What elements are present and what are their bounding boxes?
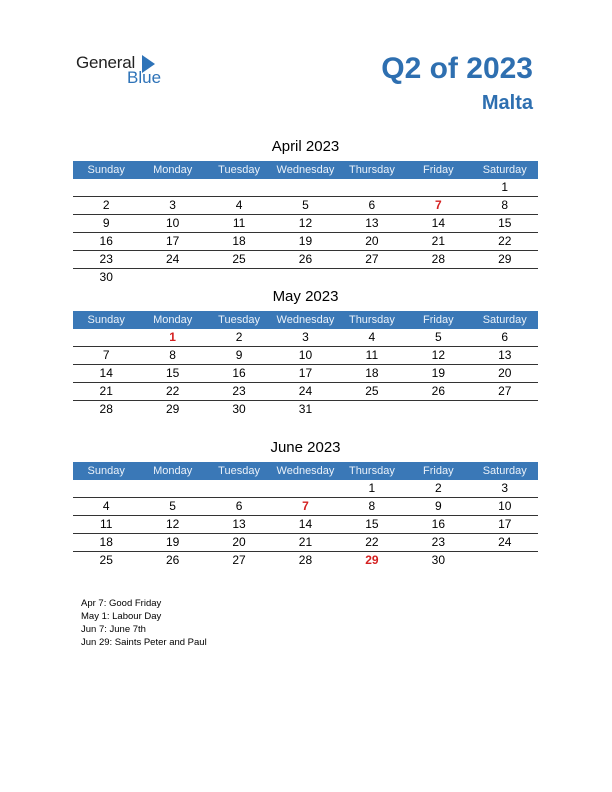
day-cell: 30 <box>99 270 113 284</box>
day-cell: 4 <box>102 499 110 513</box>
day-cell: 31 <box>298 402 313 416</box>
weekday-label: Friday <box>423 314 454 326</box>
day-cell: 8 <box>368 499 376 513</box>
day-cell <box>405 401 471 418</box>
holiday-note: Jun 7: June 7th <box>81 624 146 635</box>
day-cell: 27 <box>365 252 379 266</box>
weekday-label: Monday <box>153 465 193 477</box>
logo-general: General <box>76 53 136 72</box>
day-cell: 16 <box>232 366 246 380</box>
day-cell: 5 <box>169 499 176 513</box>
weekday-label: Wednesday <box>276 314 335 326</box>
day-cell: 24 <box>498 535 512 549</box>
day-cell <box>405 269 471 286</box>
day-cell: 2 <box>434 481 442 495</box>
day-cell: 7 <box>302 499 309 513</box>
week-row <box>73 552 538 569</box>
weekday-label: Tuesday <box>218 465 260 477</box>
holiday-note: Jun 29: Saints Peter and Paul <box>81 637 207 648</box>
day-cell: 1 <box>368 481 376 495</box>
week-row <box>73 534 538 552</box>
day-cell: 25 <box>365 384 379 398</box>
weekday-header <box>73 311 538 329</box>
day-cell: 27 <box>232 553 246 567</box>
day-cell: 5 <box>302 198 309 212</box>
week-row <box>73 197 538 215</box>
day-cell: 18 <box>232 234 246 248</box>
day-cell: 9 <box>434 499 442 513</box>
weekday-label: Thursday <box>348 314 395 326</box>
day-cell <box>206 480 272 497</box>
day-cell <box>139 480 205 497</box>
weekday-label: Tuesday <box>218 314 260 326</box>
day-cell: 22 <box>165 384 180 398</box>
month-name: May 2023 <box>272 288 339 305</box>
month-name: June 2023 <box>270 439 341 456</box>
weekday-label: Friday <box>423 164 454 176</box>
month-calendar <box>73 437 538 569</box>
page-title: Q2 of 2023 <box>381 52 533 85</box>
day-cell: 10 <box>298 348 313 362</box>
day-cell: 22 <box>498 234 512 248</box>
day-cell: 11 <box>365 348 379 362</box>
day-cell: 10 <box>498 499 512 513</box>
day-cell: 5 <box>434 330 442 344</box>
day-cell <box>405 179 471 196</box>
day-cell: 28 <box>431 252 445 266</box>
day-cell: 16 <box>431 517 445 531</box>
holiday-note: May 1: Labour Day <box>81 611 162 622</box>
day-cell: 29 <box>498 252 512 266</box>
week-row <box>73 516 538 534</box>
day-cell: 19 <box>165 535 180 549</box>
day-cell: 10 <box>165 216 180 230</box>
day-cell: 7 <box>434 198 442 212</box>
day-cell: 12 <box>431 348 445 362</box>
day-cell: 25 <box>99 553 113 567</box>
day-cell: 23 <box>431 535 445 549</box>
day-cell: 30 <box>431 553 445 567</box>
weekday-header <box>73 462 538 480</box>
day-cell: 20 <box>365 234 379 248</box>
week-row <box>73 498 538 516</box>
weekday-label: Sunday <box>87 314 125 326</box>
day-cell: 23 <box>99 252 113 266</box>
country-name: Malta <box>481 92 533 114</box>
day-cell: 14 <box>99 366 113 380</box>
day-cell <box>139 269 205 286</box>
weekday-label: Sunday <box>87 164 125 176</box>
day-cell: 19 <box>298 234 313 248</box>
day-cell: 1 <box>169 330 176 344</box>
day-cell: 16 <box>99 234 113 248</box>
day-cell: 26 <box>298 252 313 266</box>
day-cell: 17 <box>498 517 512 531</box>
day-cell: 13 <box>498 348 512 362</box>
weekday-header <box>73 161 538 179</box>
month-name: April 2023 <box>271 138 340 155</box>
day-cell: 20 <box>498 366 512 380</box>
day-cell: 24 <box>298 384 313 398</box>
weekday-label: Saturday <box>482 314 527 326</box>
day-cell: 17 <box>165 234 180 248</box>
week-row <box>73 251 538 269</box>
day-cell: 2 <box>235 330 243 344</box>
day-cell: 2 <box>102 198 110 212</box>
day-cell: 1 <box>501 180 509 194</box>
day-cell: 20 <box>232 535 246 549</box>
day-cell: 8 <box>501 198 509 212</box>
day-cell: 15 <box>498 216 512 230</box>
weekday-label: Thursday <box>348 164 395 176</box>
weekday-label: Wednesday <box>276 164 335 176</box>
day-cell <box>339 269 405 286</box>
day-cell: 4 <box>235 198 243 212</box>
weekday-label: Friday <box>423 465 454 477</box>
week-row <box>73 329 538 347</box>
day-cell <box>339 401 405 418</box>
day-cell <box>472 269 538 286</box>
weekday-label: Saturday <box>482 164 527 176</box>
day-cell <box>272 480 338 497</box>
day-cell: 14 <box>431 216 445 230</box>
day-cell <box>73 480 139 497</box>
day-cell: 13 <box>232 517 246 531</box>
day-cell: 23 <box>232 384 246 398</box>
day-cell: 11 <box>99 517 113 531</box>
day-cell: 28 <box>298 553 313 567</box>
day-cell <box>272 179 338 196</box>
day-cell: 21 <box>431 234 445 248</box>
day-cell: 26 <box>431 384 445 398</box>
day-cell: 25 <box>232 252 246 266</box>
month-calendar <box>73 286 538 418</box>
logo-blue: Blue <box>127 68 162 87</box>
day-cell: 13 <box>365 216 379 230</box>
day-cell: 28 <box>99 402 113 416</box>
weekday-label: Thursday <box>348 465 395 477</box>
day-cell: 6 <box>235 499 243 513</box>
week-row <box>73 480 538 498</box>
day-cell: 27 <box>498 384 512 398</box>
day-cell: 6 <box>501 330 509 344</box>
day-cell: 7 <box>102 348 110 362</box>
day-cell: 12 <box>165 517 180 531</box>
day-cell: 15 <box>365 517 379 531</box>
day-cell: 29 <box>365 553 379 567</box>
day-cell: 17 <box>298 366 313 380</box>
weekday-label: Tuesday <box>218 164 260 176</box>
day-cell: 30 <box>232 402 246 416</box>
day-cell: 9 <box>235 348 243 362</box>
weekday-label: Monday <box>153 314 193 326</box>
day-cell: 3 <box>501 481 509 495</box>
day-cell: 22 <box>365 535 379 549</box>
holiday-note: Apr 7: Good Friday <box>81 598 162 609</box>
day-cell: 15 <box>165 366 180 380</box>
weekday-label: Monday <box>153 164 193 176</box>
week-row <box>73 215 538 233</box>
day-cell: 6 <box>368 198 376 212</box>
day-cell: 21 <box>298 535 313 549</box>
holiday-notes <box>81 597 207 649</box>
day-cell: 12 <box>298 216 313 230</box>
weekday-label: Saturday <box>482 465 527 477</box>
day-cell: 14 <box>298 517 313 531</box>
day-cell: 4 <box>368 330 376 344</box>
day-cell <box>272 269 338 286</box>
day-cell <box>472 401 538 418</box>
weekday-label: Wednesday <box>276 465 335 477</box>
day-cell <box>339 179 405 196</box>
week-row <box>73 383 538 401</box>
day-cell: 11 <box>232 216 246 230</box>
day-cell: 19 <box>431 366 445 380</box>
weekday-label: Sunday <box>87 465 125 477</box>
day-cell: 18 <box>365 366 379 380</box>
day-cell <box>472 552 538 569</box>
week-row <box>73 347 538 365</box>
day-cell: 18 <box>99 535 113 549</box>
day-cell: 29 <box>165 402 180 416</box>
day-cell: 9 <box>102 216 110 230</box>
week-row <box>73 269 538 286</box>
week-row <box>73 179 538 197</box>
day-cell <box>73 179 139 196</box>
month-calendar <box>73 136 538 286</box>
day-cell: 26 <box>165 553 180 567</box>
day-cell: 3 <box>169 198 176 212</box>
day-cell <box>206 269 272 286</box>
logo <box>76 53 176 87</box>
week-row <box>73 233 538 251</box>
day-cell: 8 <box>169 348 176 362</box>
day-cell <box>73 329 139 346</box>
week-row <box>73 365 538 383</box>
day-cell <box>139 179 205 196</box>
week-row <box>73 401 538 418</box>
day-cell: 21 <box>99 384 113 398</box>
day-cell: 24 <box>165 252 180 266</box>
day-cell: 3 <box>302 330 309 344</box>
day-cell <box>206 179 272 196</box>
